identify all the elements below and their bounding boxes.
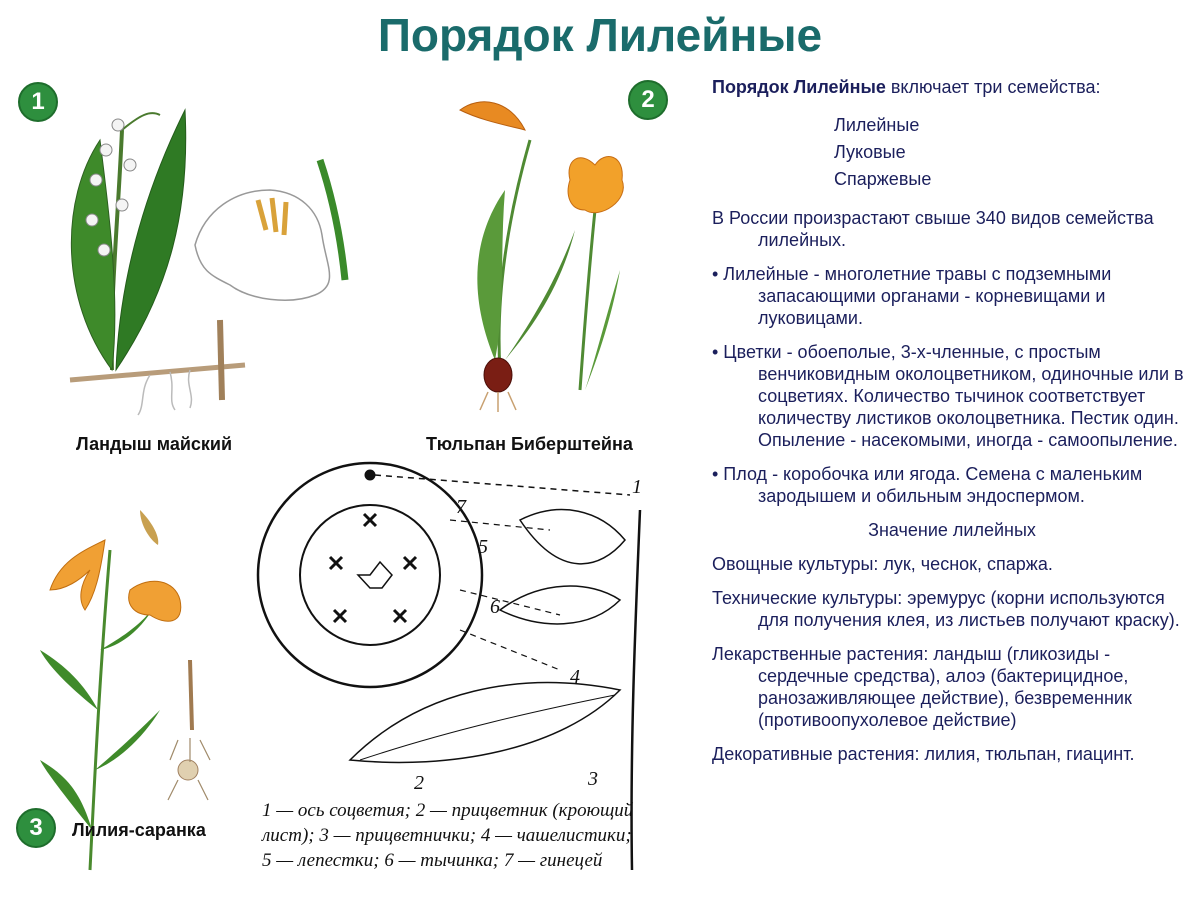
family-item: Лилейные: [834, 115, 920, 135]
caption-tulip: Тюльпан Биберштейна: [426, 434, 633, 454]
medicinal-paragraph: Лекарственные растения: ландыш (гликозиды - сердечные средства), алоэ (бактерицидное, ранозаживляющее действие), безвременник (противоопухолевое действие): [712, 644, 1132, 730]
badge-3: 3: [16, 808, 56, 848]
family-item: Луковые: [834, 142, 906, 162]
diagram-number-2: 2: [414, 772, 424, 794]
description-column: [712, 76, 1192, 777]
illustrations: [0, 70, 700, 906]
bullet-fruit: • Плод - коробочка или ягода. Семена с маленьким зародышем и обильным эндоспермом.: [712, 464, 1143, 506]
diagram-number-6: 6: [490, 596, 500, 618]
russia-paragraph: В России произрастают свыше 340 видов семейства лилейных.: [712, 208, 1154, 250]
caption-lily-of-valley: Ландыш майский: [76, 434, 233, 454]
diagram-number-1: 1: [632, 476, 642, 498]
bullet-flowers: • Цветки - обоеполые, 3-х-членные, с простым венчиковидным околоцветником, одиночные или в соцветиях. Количество тычинок соответствует количеству листиков околоцветника. Пестик один. Опыление - насекомыми, иногда - самоопыление.: [712, 342, 1184, 450]
diagram-number-7: 7: [456, 496, 466, 518]
intro-paragraph: [712, 76, 1192, 98]
diagram-number-4: 4: [570, 666, 580, 688]
families-list: [834, 112, 1192, 193]
decorative-paragraph: Декоративные растения: лилия, тюльпан, гиацинт.: [712, 744, 1135, 764]
badge-1: 1: [18, 82, 58, 122]
significance-title: Значение лилейных: [868, 520, 1036, 540]
page-title: Порядок Лилейные: [377, 9, 823, 61]
tulip-drawing: [460, 102, 623, 412]
lily-drawing: [40, 510, 210, 870]
vegetables-paragraph: Овощные культуры: лук, чеснок, спаржа.: [712, 554, 1053, 574]
lily-of-valley-drawing: [70, 110, 345, 415]
intro-bold: Порядок Лилейные: [712, 77, 886, 97]
family-item: Спаржевые: [834, 169, 932, 189]
intro-rest: включает три семейства:: [885, 77, 1101, 97]
technical-paragraph: Технические культуры: эремурус (корни используются для получения клея, из листьев получают краску).: [712, 588, 1180, 630]
bullet-perennials: • Лилейные - многолетние травы с подземными запасающими органами - корневищами и луковицами.: [712, 264, 1112, 328]
badge-2: 2: [628, 80, 668, 120]
caption-lily: Лилия-саранка: [72, 820, 206, 840]
diagram-number-3: 3: [588, 768, 598, 790]
diagram-number-5: 5: [478, 536, 488, 558]
diagram-legend: 1 — ось соцветия; 2 — прицветник (кроющий лист); 3 — прицветнички; 4 — чашелистики; 5 — лепестки; 6 — тычинка; 7 — гинецей: [262, 800, 634, 871]
